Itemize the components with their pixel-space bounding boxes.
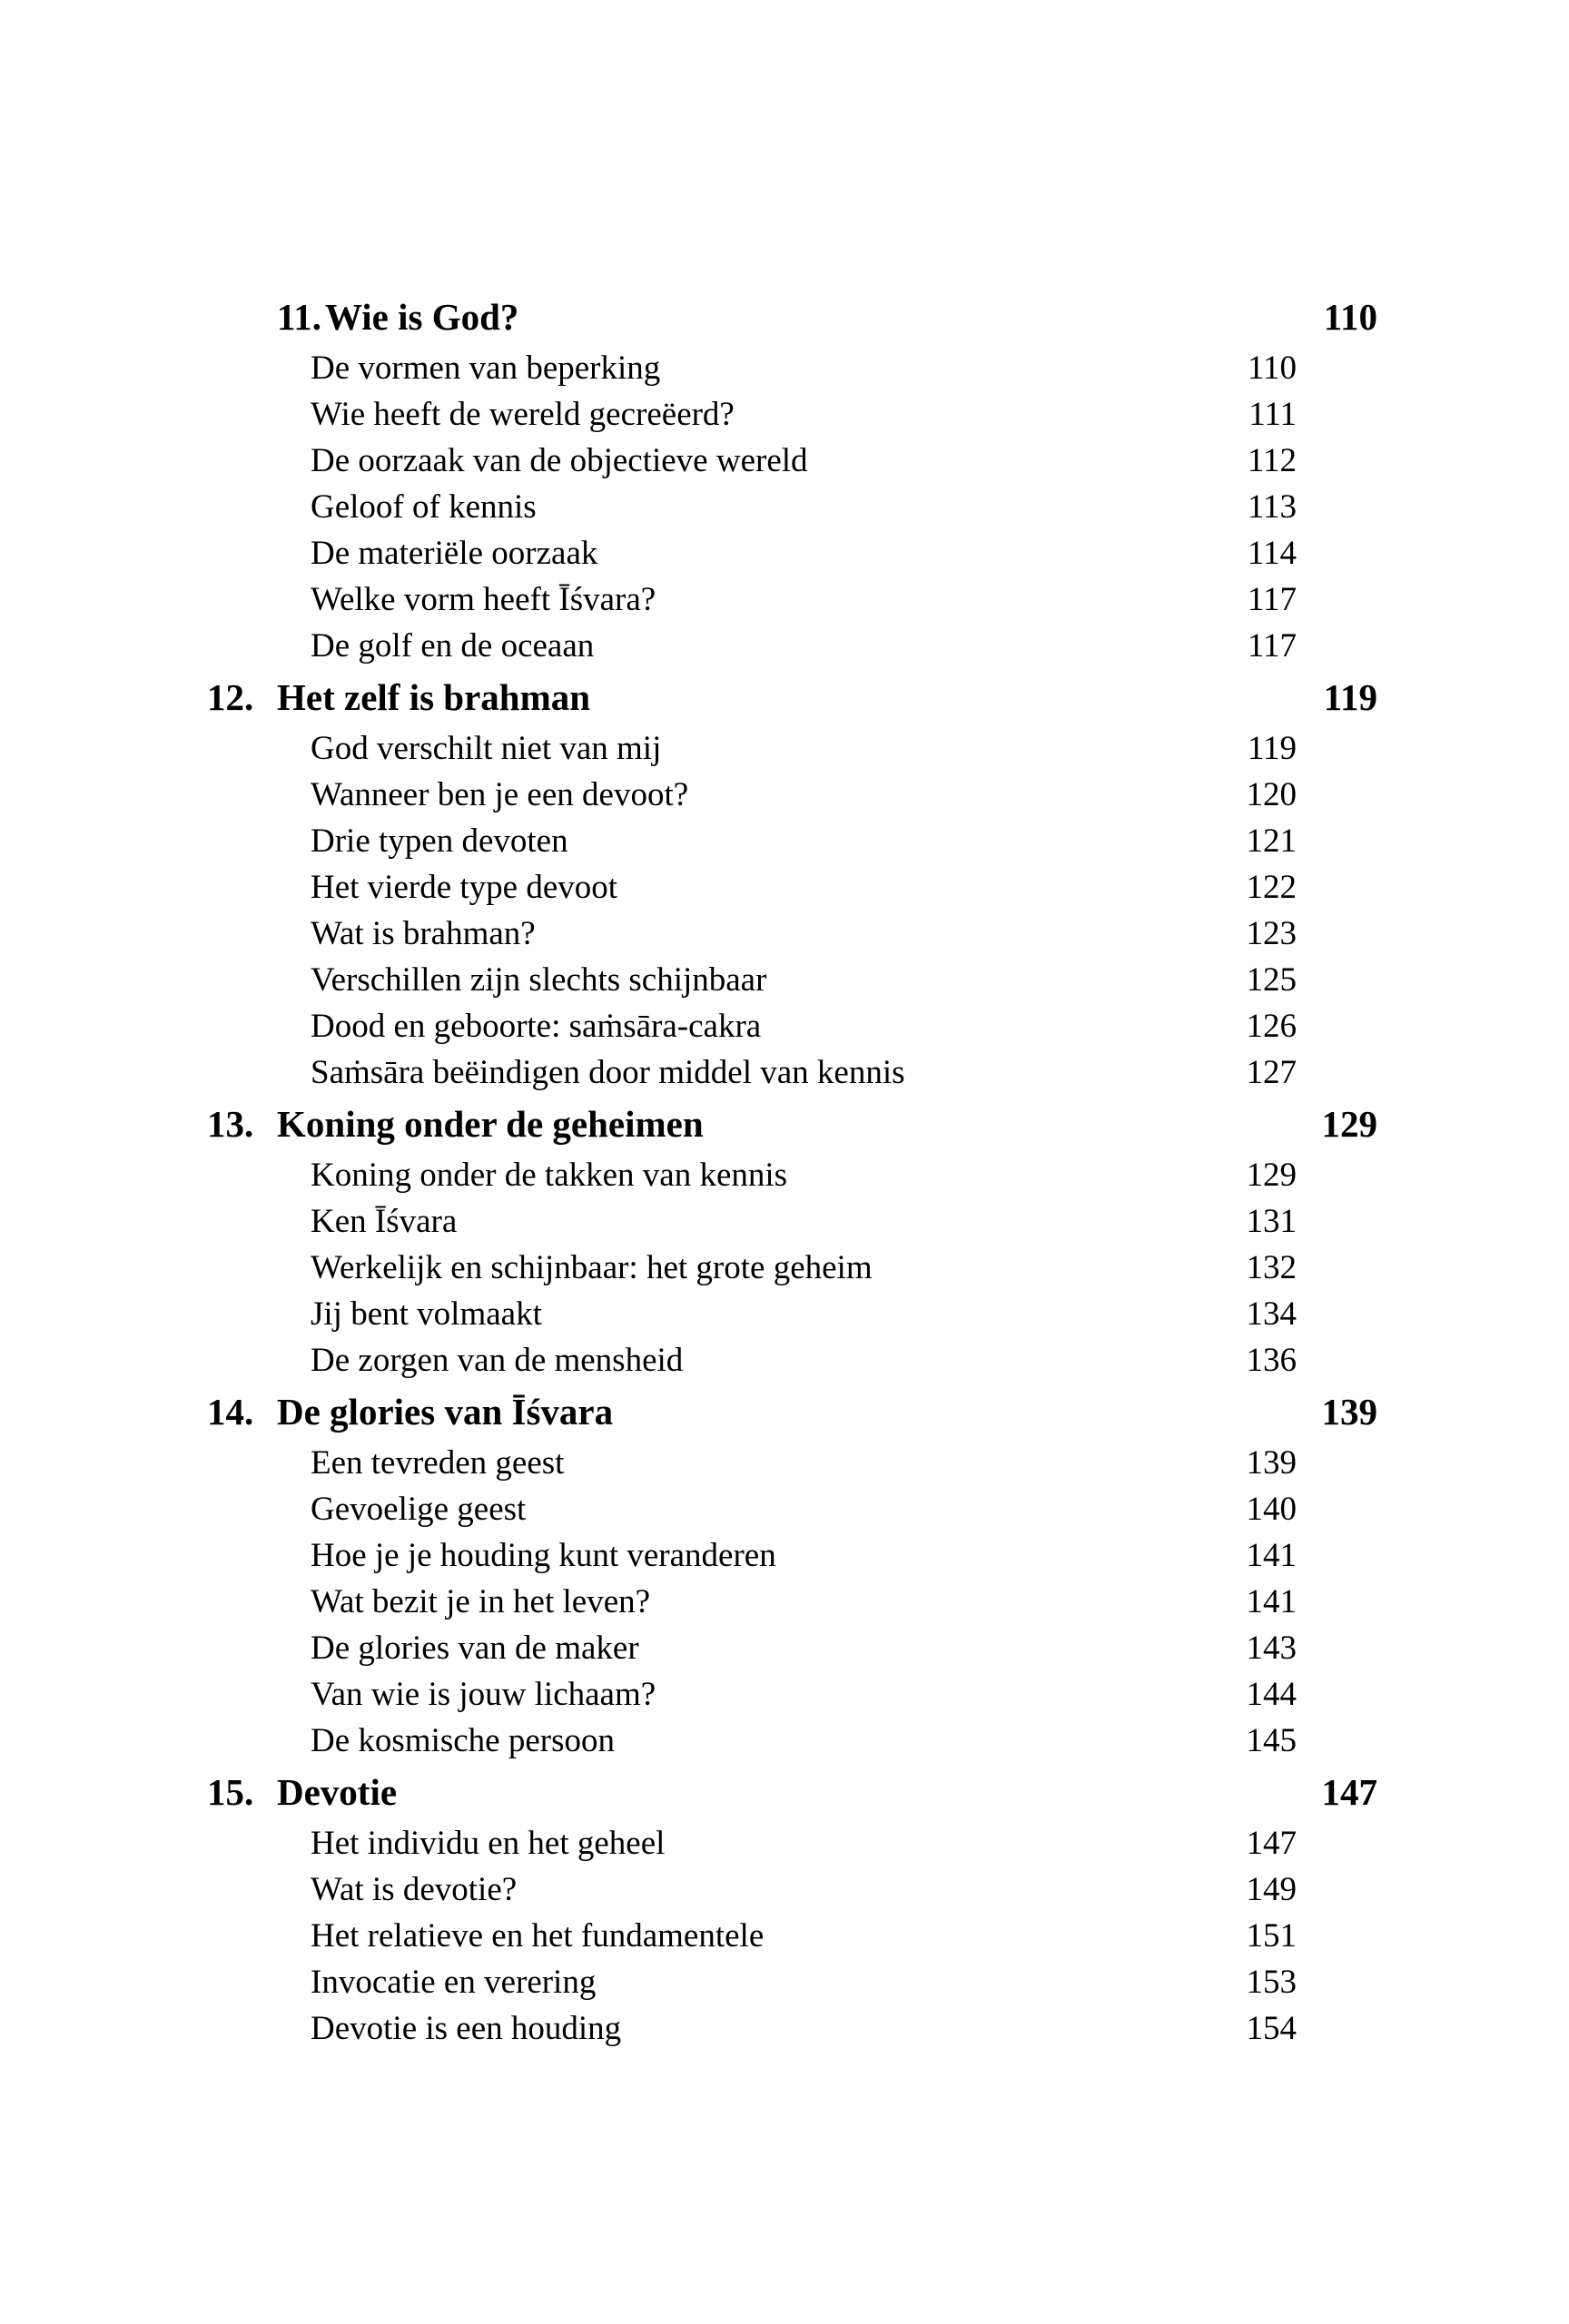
section-entry[interactable] (0, 1152, 1569, 1198)
chapter-heading[interactable] (0, 1764, 1569, 1820)
section-page-number: 153 (1246, 1964, 1297, 2001)
section-page-number: 120 (1246, 776, 1297, 813)
section-entry[interactable] (0, 484, 1569, 530)
chapter-page-number: 139 (1321, 1391, 1377, 1433)
section-title: Ken Īśvara (311, 1203, 458, 1240)
section-entry[interactable] (0, 818, 1569, 864)
section-entry[interactable] (0, 1718, 1569, 1764)
section-title: Jij bent volmaakt (311, 1295, 542, 1333)
section-page-number: 149 (1246, 1871, 1297, 1908)
section-page-number: 140 (1246, 1491, 1297, 1528)
section-entry[interactable] (0, 957, 1569, 1003)
section-page-number: 141 (1246, 1583, 1297, 1620)
section-page-number: 126 (1246, 1008, 1297, 1045)
section-entry[interactable] (0, 530, 1569, 576)
section-page-number: 132 (1246, 1249, 1297, 1286)
section-entry[interactable] (0, 623, 1569, 669)
section-page-number: 111 (1248, 396, 1297, 433)
section-page-number: 127 (1246, 1054, 1297, 1091)
section-entry[interactable] (0, 1866, 1569, 1913)
section-title: Welke vorm heeft Īśvara? (311, 581, 656, 618)
section-page-number: 143 (1246, 1630, 1297, 1667)
section-title: Koning onder de takken van kennis (311, 1157, 788, 1194)
section-page-number: 117 (1247, 627, 1297, 665)
section-title: De zorgen van de mensheid (311, 1342, 684, 1379)
section-title: Het vierde type devoot (311, 869, 618, 906)
section-entry[interactable] (0, 576, 1569, 623)
section-page-number: 121 (1246, 822, 1297, 860)
section-entry[interactable] (0, 1671, 1569, 1718)
section-entry[interactable] (0, 438, 1569, 484)
section-page-number: 112 (1247, 442, 1297, 479)
section-page-number: 136 (1246, 1342, 1297, 1379)
chapter-heading[interactable] (0, 1384, 1569, 1440)
section-entry[interactable] (0, 345, 1569, 391)
section-page-number: 144 (1246, 1676, 1297, 1713)
section-title: De oorzaak van de objectieve wereld (311, 442, 808, 479)
chapter-title: Het zelf is brahman (277, 676, 591, 718)
section-entry[interactable] (0, 1245, 1569, 1291)
chapter-title: Devotie (277, 1771, 398, 1813)
chapter-number: 12. (207, 676, 254, 718)
section-entry[interactable] (0, 1440, 1569, 1486)
section-page-number: 151 (1246, 1917, 1297, 1955)
chapter-heading[interactable] (0, 289, 1569, 345)
section-title: Wat is devotie? (311, 1871, 518, 1908)
chapter-page-number: 129 (1321, 1103, 1377, 1145)
chapter-number: 13. (207, 1103, 254, 1145)
chapter-page-number: 110 (1323, 296, 1377, 338)
section-entry[interactable] (0, 391, 1569, 438)
section-page-number: 131 (1246, 1203, 1297, 1240)
section-entry[interactable] (0, 1049, 1569, 1096)
section-title: Wie heeft de wereld gecreëerd? (311, 396, 735, 433)
section-title: Wat is brahman? (311, 915, 536, 952)
section-entry[interactable] (0, 1959, 1569, 2005)
section-entry[interactable] (0, 1337, 1569, 1384)
section-title: Geloof of kennis (311, 488, 537, 526)
section-page-number: 145 (1246, 1722, 1297, 1759)
chapter-title: Wie is God? (325, 296, 519, 338)
section-page-number: 139 (1246, 1444, 1297, 1482)
section-entry[interactable] (0, 1820, 1569, 1866)
chapter-number: 11. (277, 296, 321, 338)
section-page-number: 122 (1246, 869, 1297, 906)
chapter-heading[interactable] (0, 669, 1569, 725)
section-title: Verschillen zijn slechts schijnbaar (311, 961, 767, 999)
section-title: De glories van de maker (311, 1630, 639, 1667)
section-entry[interactable] (0, 1198, 1569, 1245)
section-title: God verschilt niet van mij (311, 730, 662, 767)
chapter-heading[interactable] (0, 1096, 1569, 1152)
section-page-number: 134 (1246, 1295, 1297, 1333)
section-entry[interactable] (0, 1625, 1569, 1671)
section-page-number: 147 (1246, 1825, 1297, 1862)
section-entry[interactable] (0, 1486, 1569, 1532)
section-title: Het relatieve en het fundamentele (311, 1917, 765, 1955)
section-page-number: 154 (1246, 2010, 1297, 2047)
section-title: De golf en de oceaan (311, 627, 595, 665)
section-page-number: 119 (1247, 730, 1297, 767)
table-of-contents (0, 289, 1569, 2052)
section-title: Wanneer ben je een devoot? (311, 776, 689, 813)
section-entry[interactable] (0, 1532, 1569, 1579)
section-entry[interactable] (0, 2005, 1569, 2052)
section-entry[interactable] (0, 1291, 1569, 1337)
section-title: Devotie is een houding (311, 2010, 622, 2047)
section-title: Hoe je je houding kunt veranderen (311, 1537, 776, 1574)
section-title: De vormen van beperking (311, 350, 661, 387)
section-entry[interactable] (0, 1003, 1569, 1049)
section-title: Dood en geboorte: saṁsāra-cakra (311, 1008, 762, 1045)
section-entry[interactable] (0, 1913, 1569, 1959)
section-title: Van wie is jouw lichaam? (311, 1676, 656, 1713)
section-title: Een tevreden geest (311, 1444, 565, 1482)
section-title: Wat bezit je in het leven? (311, 1583, 651, 1620)
section-page-number: 125 (1246, 961, 1297, 999)
chapter-number: 14. (207, 1391, 254, 1433)
section-entry[interactable] (0, 864, 1569, 911)
section-title: Invocatie en verering (311, 1964, 597, 2001)
section-page-number: 113 (1247, 488, 1297, 526)
chapter-number: 15. (207, 1771, 254, 1813)
section-title: Werkelijk en schijnbaar: het grote geheim (311, 1249, 873, 1286)
section-entry[interactable] (0, 772, 1569, 818)
section-page-number: 110 (1247, 350, 1297, 387)
section-entry[interactable] (0, 725, 1569, 772)
section-page-number: 123 (1246, 915, 1297, 952)
section-page-number: 117 (1247, 581, 1297, 618)
chapter-title: De glories van Īśvara (277, 1391, 614, 1433)
chapter-title: Koning onder de geheimen (277, 1103, 704, 1145)
section-title: Het individu en het geheel (311, 1825, 666, 1862)
section-page-number: 114 (1247, 535, 1297, 572)
chapter-page-number: 119 (1323, 676, 1377, 718)
section-title: Gevoelige geest (311, 1491, 527, 1528)
section-page-number: 129 (1246, 1157, 1297, 1194)
section-title: Drie typen devoten (311, 822, 568, 860)
section-entry[interactable] (0, 911, 1569, 957)
section-entry[interactable] (0, 1579, 1569, 1625)
section-page-number: 141 (1246, 1537, 1297, 1574)
section-title: De materiële oorzaak (311, 535, 598, 572)
chapter-page-number: 147 (1321, 1771, 1377, 1813)
section-title: De kosmische persoon (311, 1722, 615, 1759)
section-title: Saṁsāra beëindigen door middel van kennis (311, 1054, 905, 1091)
